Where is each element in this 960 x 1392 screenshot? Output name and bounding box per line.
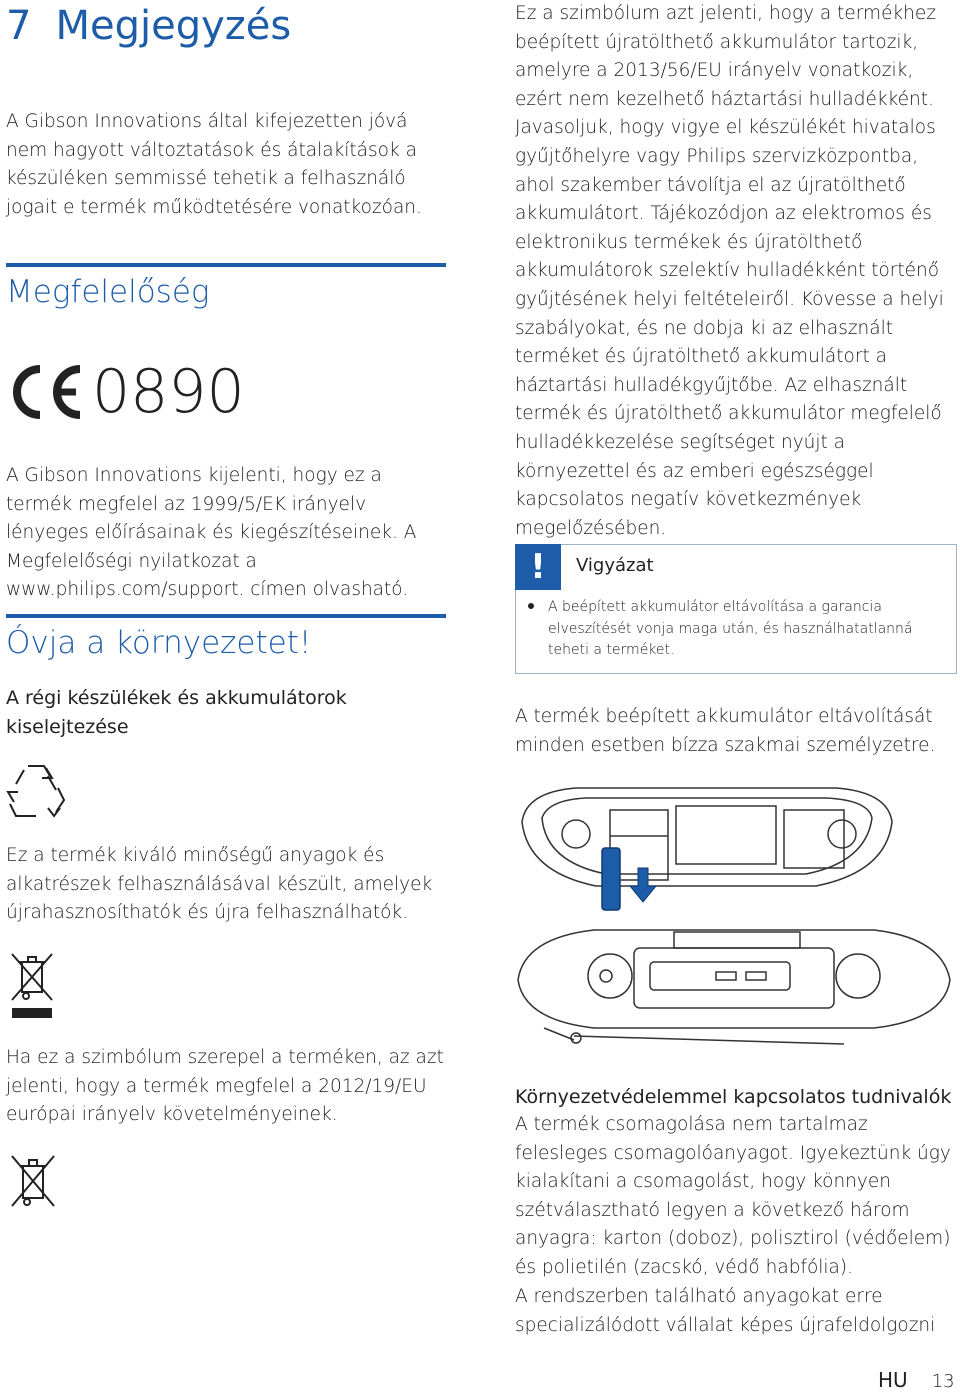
env-info-heading: Környezetvédelemmel kapcsolatos tudnivalók: [515, 1086, 952, 1108]
weee-bar: [12, 1008, 52, 1018]
recycle-text: Ez a termék kiváló minőségű anyagok és alkatrészek felhasználásával készült, amelyek újrahasznosíthatók és újra felhasználhatók.: [6, 845, 433, 924]
page-number: 13: [931, 1371, 955, 1392]
ce-number: 0890: [92, 357, 245, 427]
environment-heading: Óvja a környezetet!: [6, 625, 312, 661]
compliance-heading: Megfelelőség: [6, 274, 210, 310]
device-front-illustration: [514, 920, 954, 1050]
crossed-bin-icon: [8, 952, 56, 1002]
recycle-icon: [6, 762, 66, 820]
weee-bin-icon: [8, 952, 56, 1020]
battery-text: Ez a szimbólum azt jelenti, hogy a termékhez beépített újratölthető akkumulátor tartozik, amelyre a 2013/56/EU irányelv vonatkozik, ezért nem kezelhető háztartási hulladékként. Javasoljuk, hogy vigye el készülékét hivatalos gyűjtőhelyre vagy Philips szervizközpontba, ahol szakember távolítja el az újratölthető akkumulátort. Tájékozódjon az elektromos és elektronikus termékek és újratölthető akkumulátorok szelektív hulladékként történő gyűjtésének helyi feltételeiről. Kövesse a helyi szabályokat, és ne dobja ki az elhasznált terméket és újratölthető akkumulátort a háztartási hulladékgyűjtőbe. Az elhasznált termék és újratölthető akkumulátor megfelelő hulladékkezelése segítséget nyújt a környezettel és az emberi egészséggel kapcsolatos negatív következmények megelőzésében.: [515, 3, 944, 539]
crossed-bin-battery-icon: [8, 1154, 58, 1208]
caution-box: [515, 544, 957, 674]
section-rule: [6, 263, 446, 267]
env-info-text: A termék csomagolása nem tartalmaz felesleges csomagolóanyagot. Igyekeztünk úgy kialakítani a csomagolást, hogy könnyen szétválasztható legyen a következő három anyagra: karton (doboz), polisztirol (védőelem) és polietilén (zacskó, védő habfólia).: [515, 1114, 951, 1278]
warning-icon: !: [515, 544, 561, 590]
ce-mark: [10, 356, 245, 428]
caution-bullet-icon: [528, 603, 534, 609]
weee-text: Ha ez a szimbólum szerepel a terméken, az azt jelenti, hogy a termék megfelel a 2012/19/EU európai irányelv követelményeinek.: [6, 1047, 444, 1126]
page-footer: [878, 1368, 955, 1392]
caution-item: A beépített akkumulátor eltávolítása a garancia elveszítését vonja maga után, és használhatatlanná teheti a terméket.: [548, 599, 913, 658]
ce-logo-icon: [10, 364, 86, 420]
section-rule-2: [6, 614, 446, 618]
language-code: HU: [878, 1368, 908, 1392]
caution-title: Vigyázat: [576, 555, 654, 576]
chapter-title: [6, 2, 291, 50]
env-info-text-2: A rendszerben található anyagokat erre specializálódott vállalat képes újrafeldolgozni: [515, 1286, 936, 1336]
removal-text: A termék beépített akkumulátor eltávolítását minden esetben bízza szakmai személyzetre.: [515, 706, 936, 756]
disposal-heading: A régi készülékek és akkumulátorok kiselejtezése: [6, 687, 347, 738]
battery-removal-illustration: [516, 782, 896, 914]
chapter-number: 7: [6, 3, 32, 49]
chapter-title-text: Megjegyzés: [55, 3, 292, 49]
compliance-text: A Gibson Innovations kijelenti, hogy ez a termék megfelel az 1999/5/EK irányelv lényeges előírásainak és kiegészítéseinek. A Megfelelőségi nyilatkozat a www.philips.com/support. címen olvasható.: [6, 465, 417, 601]
intro-paragraph: A Gibson Innovations által kifejezetten jóvá nem hagyott változtatások és átalakítások a készüléken semmissé tehetik a felhasználó jogait e termék működtetésére vonatkozóan.: [6, 111, 422, 218]
